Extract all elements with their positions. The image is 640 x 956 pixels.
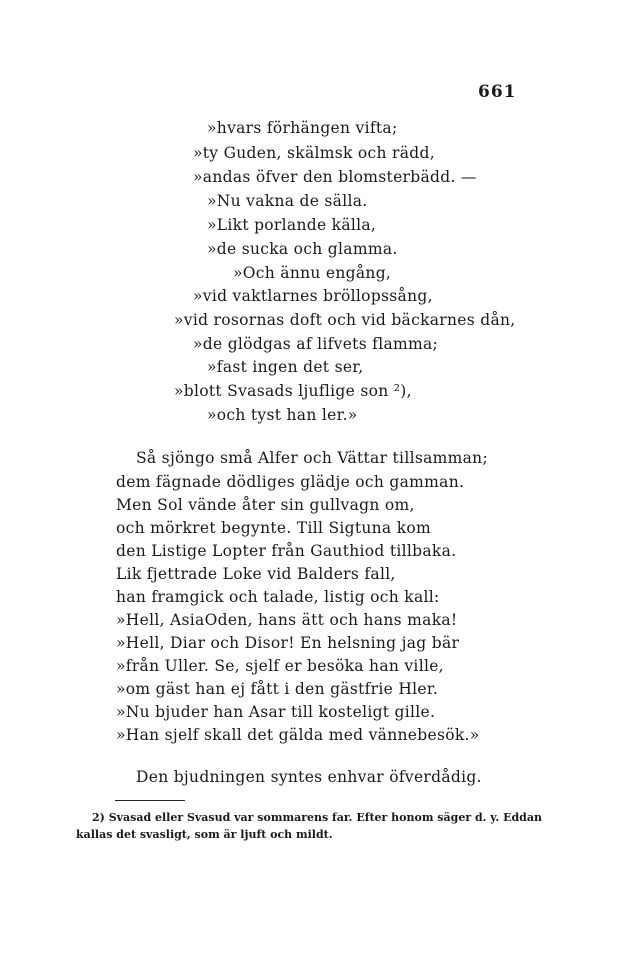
verse-line: »Likt porlande källa, [207,216,377,234]
verse-line: »Nu bjuder han Asar till kosteligt gille. [116,703,436,721]
closing-line: Den bjudningen syntes enhvar öfverdådig. [136,768,482,786]
verse-line: den Listige Lopter från Gauthiod tillbaka. [116,542,457,560]
verse-line: »från Uller. Se, sjelf er besöka han ville, [116,657,444,675]
verse-line: »Och ännu engång, [233,264,392,282]
verse-line: »ty Guden, skälmsk och rädd, [193,144,435,162]
verse-line: »vid vaktlarnes bröllopssång, [193,287,433,305]
page-number: 661 [478,82,517,102]
verse-line: »om gäst han ej fått i den gästfrie Hler. [116,680,439,698]
footnote-line: 2) Svasad eller Svasud var sommarens far. Efter honom säger d. y. Eddan [92,811,542,824]
verse-line: »hvars förhängen vifta; [207,119,398,137]
verse-line: Så sjöngo små Alfer och Vättar tillsamman; [136,449,488,467]
verse-line: »de glödgas af lifvets flamma; [193,335,439,353]
footnote-line: kallas det svasligt, som är ljuft och mildt. [76,828,333,841]
verse-line: dem fägnade dödliges glädje och gamman. [116,473,465,491]
verse-line: Lik fjettrade Loke vid Balders fall, [116,565,396,583]
verse-line: »andas öfver den blomsterbädd. — [193,168,477,186]
verse-line: »de sucka och glamma. [207,240,398,258]
verse-line: »och tyst han ler.» [207,406,358,424]
verse-line: »vid rosornas doft och vid bäckarnes dån, [174,311,516,329]
verse-line: han framgick och talade, listig och kall: [116,588,440,606]
verse-line: och mörkret begynte. Till Sigtuna kom [116,519,432,537]
verse-line: »fast ingen det ser, [207,358,364,376]
footnote-divider [115,800,185,801]
verse-line: »blott Svasads ljuflige son ²), [174,382,412,400]
verse-line: »Hell, Diar och Disor! En helsning jag bär [116,634,460,652]
verse-line: »Hell, AsiaOden, hans ätt och hans maka! [116,611,458,629]
verse-line: »Nu vakna de sälla. [207,192,368,210]
verse-line: »Han sjelf skall det gälda med vännebesök.» [116,726,480,744]
verse-line: Men Sol vände åter sin gullvagn om, [116,496,415,514]
